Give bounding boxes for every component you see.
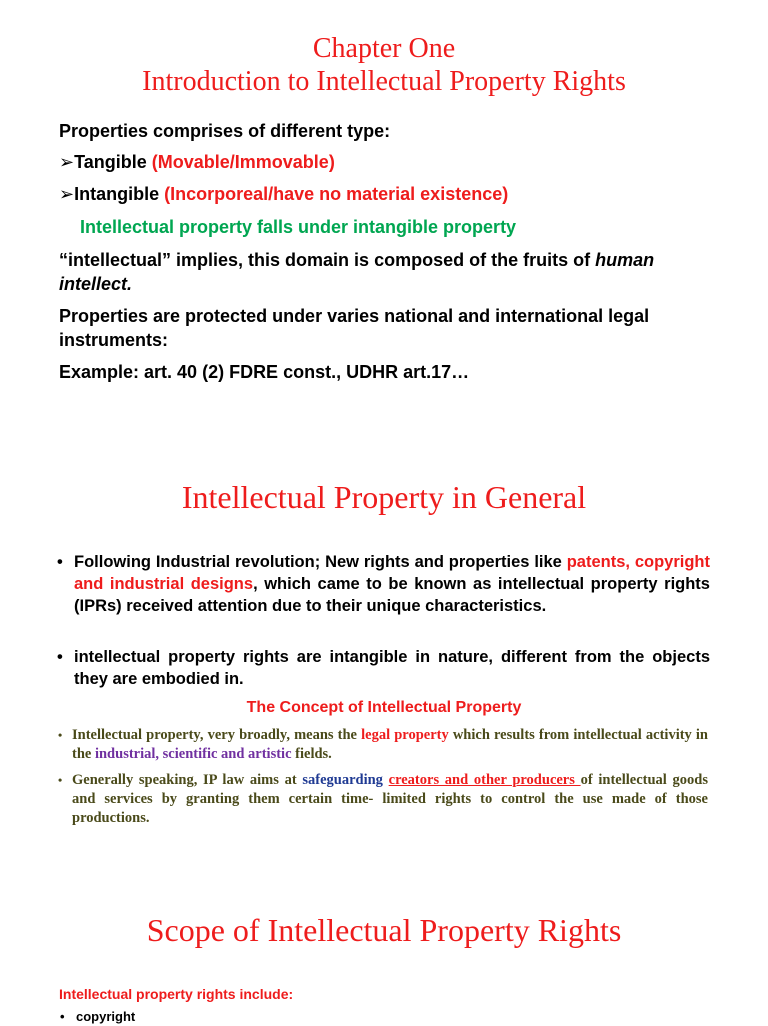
b2-text: intellectual property rights are intangible in nature, different from the objects they are embodied in.: [74, 648, 710, 688]
bullet-icon: •: [58, 773, 63, 787]
protected-text: Properties are protected under varies national and international legal instruments:: [59, 306, 650, 350]
c2-red: creators and other producers: [388, 772, 581, 788]
c1-post: fields.: [291, 746, 332, 762]
b1-highlight: patents, copyright and industrial designs: [74, 553, 710, 593]
arrow-bullet-icon: ➢: [59, 184, 75, 204]
chapter-title: [0, 32, 768, 98]
c1-purple: industrial, scientific and artistic: [94, 746, 292, 762]
scope-item-copyright: copyright: [76, 1009, 136, 1024]
b1-text: Following Industrial revolution; New rights and properties like: [74, 553, 567, 571]
bullet-icon: •: [57, 553, 63, 571]
bullet-icon: •: [58, 728, 63, 742]
section-title-scope: Scope of Intellectual Property Rights: [146, 912, 622, 948]
chapter-title-line1: Chapter One: [312, 33, 456, 64]
intangible-item: [59, 182, 508, 206]
section-title-general: Intellectual Property in General: [181, 479, 587, 515]
properties-intro: Properties comprises of different type:: [59, 121, 391, 141]
ip-falls-note: Intellectual property falls under intangible property: [80, 217, 517, 237]
tangible-note: (Movable/Immovable): [151, 152, 335, 172]
b1-text-end: , which came to be known as intellectual property rights (IPRs) received attention due to their unique characteristics.: [74, 575, 710, 615]
concept-heading: The Concept of Intellectual Property: [246, 699, 522, 716]
intellectual-italic: human intellect.: [59, 250, 655, 294]
chapter-title-line2: Introduction to Intellectual Property Rights: [142, 66, 626, 97]
bullet-item-industrial: [57, 551, 710, 617]
c1-mid: which results from intellectual activity in the: [72, 727, 709, 762]
c2-post: of intellectual goods and services by granting them certain time- limited rights to control the use made of those productions.: [72, 772, 708, 826]
intangible-label: Intangible: [74, 184, 165, 204]
include-heading: Intellectual property rights include:: [59, 986, 294, 1002]
c1-text: Intellectual property, very broadly, means the: [72, 727, 362, 743]
intellectual-text: “intellectual” implies, this domain is composed of the fruits of: [59, 250, 596, 270]
intellectual-definition: [59, 248, 719, 296]
tangible-item: [59, 150, 335, 174]
c2-text: Generally speaking, IP law aims at: [72, 772, 303, 788]
example-text: Example: art. 40 (2) FDRE const., UDHR art.17…: [59, 362, 470, 382]
c2-navy: safeguarding: [302, 772, 383, 788]
arrow-bullet-icon: ➢: [59, 152, 75, 172]
scope-list-item: [60, 1008, 136, 1026]
concept-item-definition: [58, 726, 709, 764]
bullet-icon: •: [60, 1009, 65, 1024]
tangible-label: Tangible: [74, 152, 152, 172]
bullet-icon: •: [57, 648, 63, 666]
intangible-note: (Incorporeal/have no material existence): [164, 184, 509, 204]
bullet-item-intangible: [57, 646, 710, 690]
c1-red: legal property: [361, 727, 449, 743]
concept-item-aims: [58, 771, 708, 828]
